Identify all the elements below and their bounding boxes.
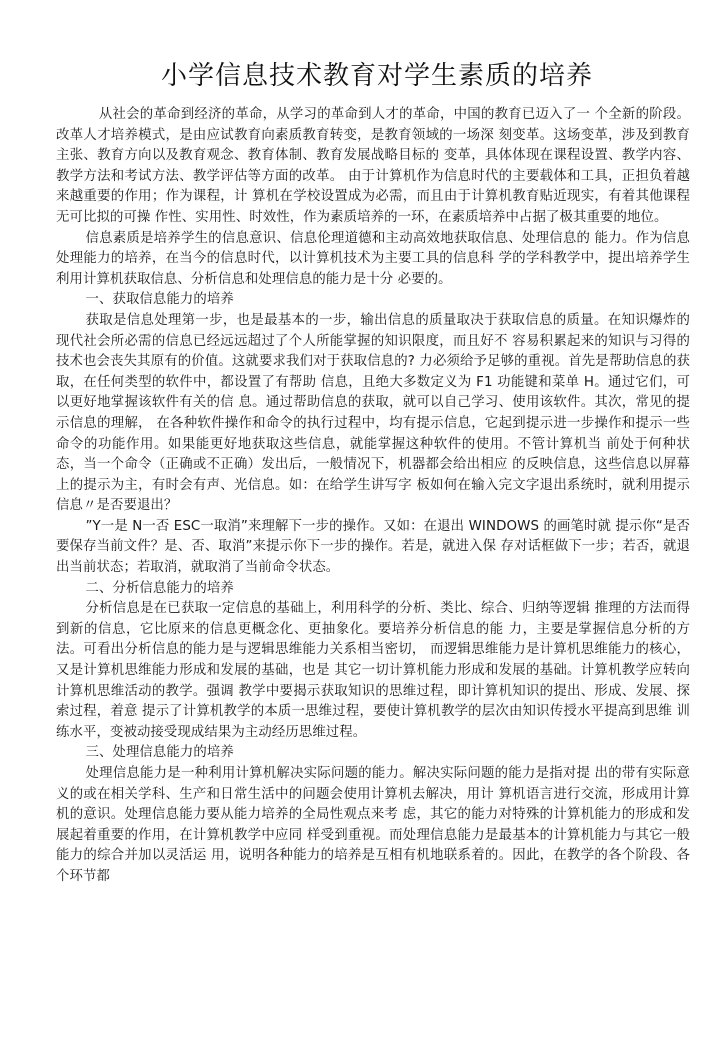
section-heading-analyze: 二、分析信息能力的培养 (85, 580, 234, 596)
analyze-paragraph: 分析信息是在已获取一定信息的基础上，利用科学的分析、类比、综合、归纳等逻辑 推理的方法而得到新的信息，它比原来的信息更概念化、更抽象化。要培养分析信息的能 力，主要是掌握信息分析的方法。可看出分析信息的能力是与逻辑思维能力关系相当密切， 而逻辑思维能力是计算机思维能力的核心，又是计算机思维能力形成和发展的基础，也是 其它一切计算机能力形成和发展的基础。计算机教学应转向计算机思维活动的教学。强调 教学中要揭示获取知识的思维过程，即计算机知识的提出、形成、发展、探索过程，着意 提示了计算机教学的本质一思维过程，要使计算机教学的层次由知识传授水平提高到思维 训练水平，变被动接受现成结果为主动经历思维过程。 (56, 601, 690, 740)
section-heading-acquire: 一、获取信息能力的培养 (85, 292, 234, 308)
section-heading-process: 三、处理信息能力的培养 (85, 745, 234, 761)
process-paragraph: 处理信息能力是一种利用计算机解决实际问题的能力。解决实际问题的能力是指对提 出的带有实际意义的或在相关学科、生产和日常生活中的问题会使用计算机去解决，用计 算机语言进行交流，形成用计算机的意识。处理信息能力要从能力培养的全局性观点来考 虑，其它的能力对特殊的计算机能力的形成和发展起着重要的作用，在计算机教学中应同 样受到重视。而处理信息能力是最基本的计算机能力与其它一般能力的综合并加以灵活运 用，说明各种能力的培养是互相有机地联系着的。因此，在教学的各个阶段、各个环节都 (56, 766, 690, 884)
acquire-paragraph: 获取是信息处理第一步，也是最基本的一步，输出信息的质量取决于获取信息的质量。在知识爆炸的现代社会所必需的信息已经远远超过了个人所能掌握的知识限度，而且好不 容易积累起来的知识与习得的技术也会丧失其原有的价值。这就要求我们对于获取信息的? 力必须给予足够的重视。首先是帮助信息的获取，在任何类型的软件中，都设置了有帮助 信息，且绝大多数定义为 F1 功能键和菜单 H。通过它们，可以更好地掌握该软件有关的信 息。通过帮助信息的获取，就可以自己学习、使用该软件。其次，常见的提示信息的理解， 在各种软件操作和命令的执行过程中，均有提示信息，它起到提示进一步操作和提示一些 命令的功能作用。如果能更好地获取这些信息，就能掌握这种软件的使用。不管计算机当 前处于何种状态，当一个命令（正确或不正确）发出后，一般情况下，机器都会给出相应 的反映信息，这些信息以屏幕上的提示为主，有时会有声、光信息。如：在给学生讲写字 板如何在输入完文字退出系统时，就利用提示信息〃是否要退出？ (56, 312, 690, 514)
information-literacy-paragraph: 信息素质是培养学生的信息意识、信息伦理道德和主动高效地获取信息、处理信息的 能力。作为信息处理能力的培养，在当今的信息时代，以计算机技术为主要工具的信息科 学的学科教学中，提出培养学生利用计算机获取信息、分析信息和处理信息的能力是十分 必要的。 (56, 230, 690, 287)
document-title: 小学信息技术教育对学生素质的培养 (160, 61, 593, 91)
acquire-example-paragraph: ”Y一是 N一否 ESC一取消”来理解下一步的操作。又如：在退出 WINDOWS 的画笔时就 提示你“是否要保存当前文件？是、否、取消”来提示你下一步的操作。若是，就进入保 存对话框做下一步；若否，就退出当前状态；若取消，就取消了当前命令状态。 (56, 518, 690, 576)
document-body (56, 105, 690, 888)
intro-paragraph: 从社会的革命到经济的革命，从学习的革命到人才的革命，中国的教育已迈入了一 个全新的阶段。改革人才培养模式，是由应试教育向素质教育转变，是教育领域的一场深 刻变革。这场变革，涉及到教育主张、教育方向以及教育观念、教育体制、教育发展战略目标的 变革，具体体现在课程设置、教学内容、教学方法和考试方法、教学评估等方面的改革。 由于计算机作为信息时代的主要载体和工具，正担负着越来越重要的作用；作为课程，计 算机在学校设置成为必需，而且由于计算机教育贴近现实，有着其他课程无可比拟的可操 作性、实用性、时效性，作为素质培养的一环，在素质培养中占据了极其重要的地位。 (56, 107, 690, 225)
